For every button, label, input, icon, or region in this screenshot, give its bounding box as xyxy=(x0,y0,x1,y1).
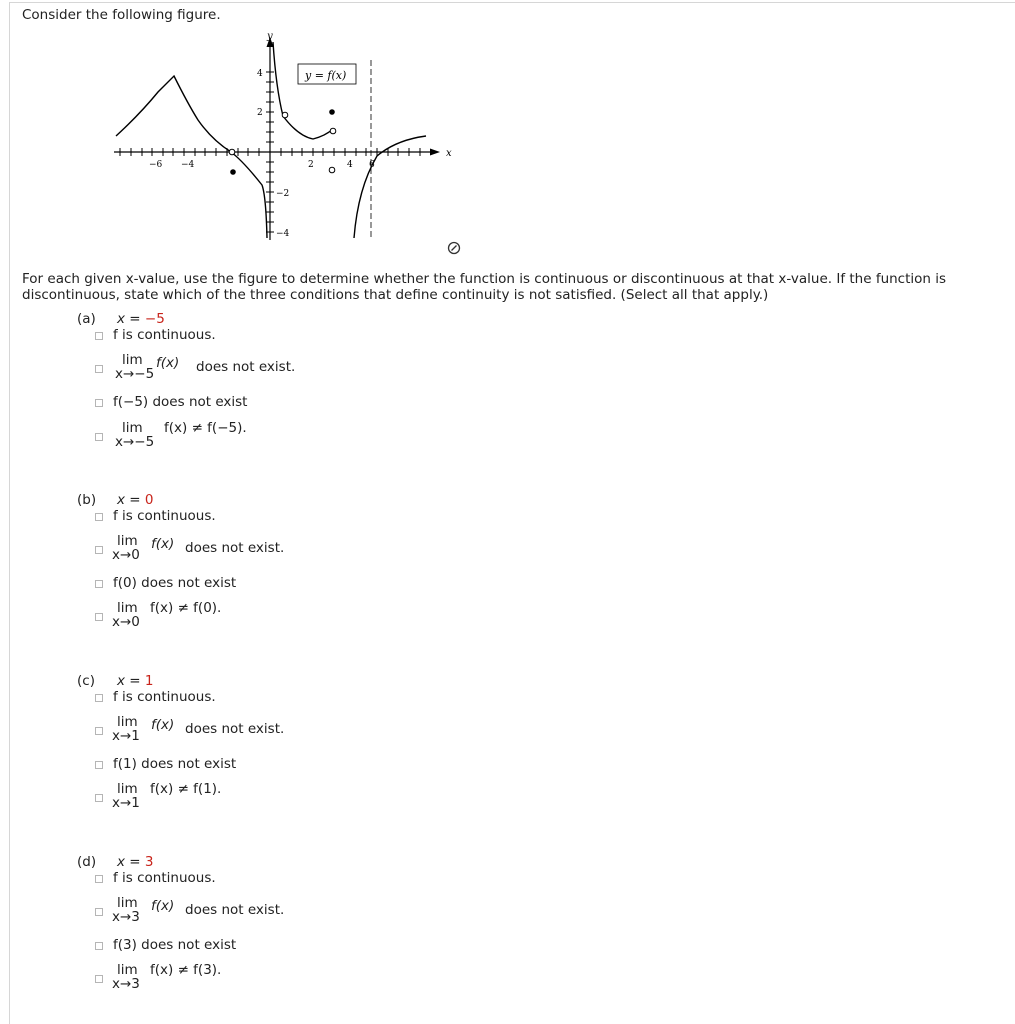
lim-fx: f(x) xyxy=(151,536,175,552)
option-label: f(1) does not exist xyxy=(113,756,237,772)
lim-fx: f(x) xyxy=(156,355,180,371)
x-equals: x = xyxy=(117,492,145,508)
part-letter: (a) xyxy=(77,311,96,327)
lim-subscript: x→0 xyxy=(112,614,140,630)
option-label: f is continuous. xyxy=(113,689,216,705)
checkbox[interactable] xyxy=(95,546,103,554)
x-tick-label: 2 xyxy=(308,160,314,170)
lim-word: lim xyxy=(117,533,138,549)
x-equals: x = xyxy=(117,673,145,689)
checkbox[interactable] xyxy=(95,875,103,883)
x-equals: x = xyxy=(117,311,145,327)
lim-word: lim xyxy=(117,714,138,730)
x-equals: x = xyxy=(117,854,145,870)
curve-right-of-yaxis xyxy=(273,42,333,139)
curve-label: y = f(x) xyxy=(305,69,347,82)
checkbox[interactable] xyxy=(95,332,103,340)
part-letter: (b) xyxy=(77,492,97,508)
closed-point xyxy=(230,169,236,175)
dne-text: does not exist. xyxy=(196,359,296,375)
checkbox[interactable] xyxy=(95,365,103,373)
option-label: f is continuous. xyxy=(113,508,216,524)
curve-left-of-yaxis xyxy=(231,152,267,238)
lim-word: lim xyxy=(122,420,143,436)
x-tick-label: −4 xyxy=(181,160,195,170)
option-label: f(−5) does not exist xyxy=(113,394,248,410)
lim-subscript: x→0 xyxy=(112,547,140,563)
closed-point xyxy=(329,109,335,115)
lim-subscript: x→3 xyxy=(112,909,140,925)
curve-left-cusp xyxy=(116,76,231,152)
dne-text: does not exist. xyxy=(185,902,285,918)
lim-subscript: x→−5 xyxy=(115,366,155,382)
neq-text: f(x) ≠ f(0). xyxy=(150,600,222,616)
function-graph xyxy=(100,28,460,242)
instructions-text: For each given x-value, use the figure to determine whether the function is continuous or discontinuous at that x-value. If the function is discontinuous, state which of the three conditions that define continuity is not satisfied. (Select all that apply.) xyxy=(22,271,947,303)
x-tick-label: −6 xyxy=(149,160,163,170)
x-tick-label: 4 xyxy=(347,160,353,170)
checkbox[interactable] xyxy=(95,513,103,521)
open-point xyxy=(330,128,336,134)
x-value: 1 xyxy=(144,673,154,689)
lim-subscript: x→1 xyxy=(112,728,140,744)
x-value: 0 xyxy=(144,492,154,508)
checkbox[interactable] xyxy=(95,613,103,621)
lim-word: lim xyxy=(117,781,138,797)
lim-word: lim xyxy=(117,962,138,978)
x-axis-arrow xyxy=(430,149,440,156)
checkbox[interactable] xyxy=(95,727,103,735)
checkbox[interactable] xyxy=(95,433,103,441)
lim-word: lim xyxy=(117,600,138,616)
info-icon[interactable] xyxy=(447,241,461,255)
y-axis-label: y xyxy=(267,31,273,42)
lim-subscript: x→3 xyxy=(112,976,140,992)
open-point xyxy=(229,149,235,155)
neq-text: f(x) ≠ f(1). xyxy=(150,781,222,797)
checkbox[interactable] xyxy=(95,761,103,769)
open-point xyxy=(329,167,335,173)
lim-word: lim xyxy=(122,352,143,368)
neq-text: f(x) ≠ f(−5). xyxy=(164,420,247,436)
dne-text: does not exist. xyxy=(185,540,285,556)
option-label: f is continuous. xyxy=(113,870,216,886)
checkbox[interactable] xyxy=(95,694,103,702)
neq-text: f(x) ≠ f(3). xyxy=(150,962,222,978)
option-label: f is continuous. xyxy=(113,327,216,343)
y-tick-label: −4 xyxy=(276,229,290,239)
part-letter: (d) xyxy=(77,854,97,870)
open-point xyxy=(282,112,288,118)
option-label: f(0) does not exist xyxy=(113,575,237,591)
checkbox[interactable] xyxy=(95,908,103,916)
x-axis-label: x xyxy=(446,148,452,159)
part-header xyxy=(77,673,153,689)
x-value: 3 xyxy=(144,854,154,870)
intro-text: Consider the following figure. xyxy=(22,7,221,23)
dne-text: does not exist. xyxy=(185,721,285,737)
checkbox[interactable] xyxy=(95,580,103,588)
part-header xyxy=(77,854,153,870)
checkbox[interactable] xyxy=(95,399,103,407)
y-tick-label: 2 xyxy=(257,108,263,118)
x-value: −5 xyxy=(144,311,165,327)
curve-right-branch xyxy=(354,136,426,238)
x-tick-label: 6 xyxy=(369,160,375,170)
checkbox[interactable] xyxy=(95,942,103,950)
checkbox[interactable] xyxy=(95,975,103,983)
lim-subscript: x→1 xyxy=(112,795,140,811)
option-label: f(3) does not exist xyxy=(113,937,237,953)
part-header xyxy=(77,311,165,327)
lim-fx: f(x) xyxy=(151,898,175,914)
part-letter: (c) xyxy=(77,673,95,689)
y-tick-label: 4 xyxy=(257,69,263,79)
lim-subscript: x→−5 xyxy=(115,434,155,450)
lim-word: lim xyxy=(117,895,138,911)
lim-fx: f(x) xyxy=(151,717,175,733)
checkbox[interactable] xyxy=(95,794,103,802)
y-tick-label: −2 xyxy=(276,189,290,199)
part-header xyxy=(77,492,153,508)
